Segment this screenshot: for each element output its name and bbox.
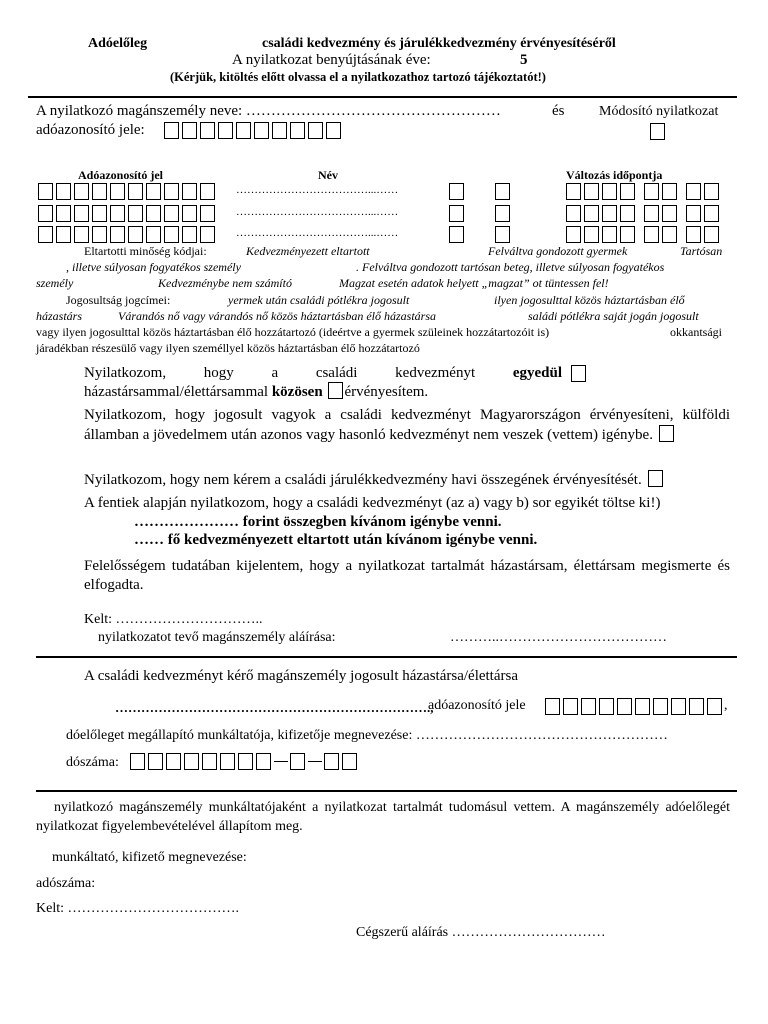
option-b-persons[interactable]: …… fő kedvezményezett eltartott után kívánom igénybe venni. <box>134 532 538 548</box>
spouse-title: A családi kedvezményt kérő magánszemély jogosult házastársa/élettársa <box>84 668 518 684</box>
divider <box>36 656 737 658</box>
dependent-name-field[interactable]: ………………………………...…… <box>236 227 399 239</box>
legend-fetus-note: Magzat esetén adatok helyett „magzat” ot tüntessen fel! <box>339 276 609 290</box>
legend-titles-label: Jogosultság jogcímei: <box>66 293 171 307</box>
legend-codes-label: Eltartotti minőség kódjai: <box>84 244 207 258</box>
legend-code-2: Felváltva gondozott gyermek <box>488 244 628 258</box>
employer-name-label: munkáltató, kifizető megnevezése: <box>52 850 247 865</box>
foreign-checkbox[interactable] <box>659 425 674 442</box>
dependent-name-field[interactable]: ………………………………...…… <box>236 184 399 196</box>
employer-date-field[interactable]: Kelt: ………………………………. <box>36 901 239 916</box>
title-checkbox[interactable] <box>495 205 510 222</box>
s1-spouse: házastársammal/élettársammal <box>84 384 269 400</box>
legend-title-4b: vagy ilyen jogosulttal közös háztartásban élő hozzátartozó (ideértve a gyermek szüleinek hozzátartozóit is) <box>36 325 550 339</box>
spouse-taxid-end: , <box>724 698 728 713</box>
code-checkbox[interactable] <box>449 183 464 200</box>
signature-label: nyilatkozatot tevő magánszemély aláírása: <box>98 630 336 645</box>
legend-code-4: . Felváltva gondozott tartósan beteg, illetve súlyosan fogyatékos <box>356 260 665 274</box>
employer-statement: nyilatkozó magánszemély munkáltatójaként a nyilatkozat tartalmát tudomásul vettem. A magánszemély adóelőlegét nyilatkozat figyelembevételével állapítom meg. <box>36 800 730 834</box>
s1-jointly: közösen <box>271 384 323 400</box>
statement-2-text: Nyilatkozom, hogy jogosult vagyok a családi kedvezményt Magyarországon érvényesíteni, külföldi államban a jövedelmem után azonos vagy hasonló kedvezményt nem veszek (vettem) igénybe. <box>84 407 730 443</box>
statement-5: Felelősségem tudatában kijelentem, hogy a nyilatkozat tartalmát házastársam, élettársam megismerte és elfogadta. <box>84 558 730 593</box>
col-change-date: Változás időpontja <box>566 168 663 182</box>
declarant-name-field[interactable]: A nyilatkozó magánszemély neve: …………………………………………… <box>36 103 501 119</box>
legend-title-5b: járadékban részesülő vagy ilyen személlyel közös háztartásban élő hozzátartozó <box>36 341 420 355</box>
spouse-employer-taxno-label: dószáma: <box>66 755 119 770</box>
spouse-employer-taxno-boxes[interactable] <box>130 753 360 770</box>
company-signature-field[interactable]: Cégszerű aláírás …………………………… <box>356 925 606 940</box>
dependent-taxid-boxes[interactable] <box>38 183 218 200</box>
legend-code-5: Kedvezménybe nem számító <box>158 276 292 290</box>
legend-title-3: Várandós nő vagy várandós nő közös háztartásban élő házastársa <box>118 309 437 323</box>
modifier-checkbox[interactable] <box>650 123 665 140</box>
dependent-taxid-boxes[interactable] <box>38 226 218 243</box>
instruction-note: (Kérjük, kitöltés előtt olvassa el a nyilatkozathoz tartozó tájékoztatót!) <box>170 70 546 84</box>
no-contribution-checkbox[interactable] <box>648 470 663 487</box>
form-title-left: Adóelőleg <box>88 36 148 51</box>
s1-enforce: érvényesítem. <box>344 384 429 400</box>
legend-code-1: Kedvezményezett eltartott <box>246 244 370 258</box>
change-date-boxes[interactable] <box>566 183 722 200</box>
alone-checkbox[interactable] <box>571 365 586 382</box>
signature-field[interactable]: ………..……………………………… <box>450 630 667 645</box>
legend-code-4b: személy <box>36 276 74 290</box>
statement-4: A fentiek alapján nyilatkozom, hogy a családi kedvezményt (az a) vagy b) sor egyikét töltse ki!) <box>84 495 661 511</box>
dependent-taxid-boxes[interactable] <box>38 205 218 222</box>
s1-word: hogy <box>203 365 234 381</box>
s1-word: Nyilatkozom, <box>84 365 167 381</box>
s1-word: kedvezményt <box>395 365 476 381</box>
col-name: Név <box>318 168 338 182</box>
and-label: és <box>552 103 565 119</box>
option-a-amount[interactable]: ………………… forint összegben kívánom igénybe venni. <box>134 514 502 530</box>
statement-3 <box>84 470 666 489</box>
taxid-label: adóazonosító jele: <box>36 122 145 138</box>
statement-3-text: Nyilatkozom, hogy nem kérem a családi járulékkedvezmény havi összegének érvényesítését. <box>84 472 642 488</box>
spouse-name-field[interactable]: ………………………………………………………………., <box>115 700 434 715</box>
legend-code-3: Tartósan <box>680 244 723 258</box>
title-checkbox[interactable] <box>495 226 510 243</box>
date-field[interactable]: Kelt: ………………………….. <box>84 612 263 627</box>
jointly-checkbox[interactable] <box>328 382 343 399</box>
spouse-employer-field[interactable]: dóelőleget megállapító munkáltatója, kifizetője megnevezése: ……………………………………………… <box>66 728 668 743</box>
statement-2 <box>84 406 730 445</box>
year-label: A nyilatkozat benyújtásának éve: <box>232 52 431 68</box>
dependent-name-field[interactable]: ………………………………...…… <box>236 206 399 218</box>
code-checkbox[interactable] <box>449 205 464 222</box>
year-value: 5 <box>520 52 528 68</box>
legend-title-5: okkantsági <box>670 325 722 339</box>
legend-title-2: ilyen jogosulttal közös háztartásban élő <box>494 293 685 307</box>
code-checkbox[interactable] <box>449 226 464 243</box>
spouse-taxid-label: adóazonosító jele <box>428 698 526 713</box>
modifier-label: Módosító nyilatkozat <box>599 104 719 119</box>
s1-word: családi <box>315 365 358 381</box>
legend-title-2b: házastárs <box>36 309 83 323</box>
s1-alone: egyedül <box>512 365 562 381</box>
divider <box>36 790 737 792</box>
declarant-taxid-boxes[interactable] <box>164 122 344 139</box>
statement-1-line1 <box>84 365 562 382</box>
change-date-boxes[interactable] <box>566 226 722 243</box>
legend-title-4: saládi pótlékra saját jogán jogosult <box>528 309 699 323</box>
divider <box>28 96 737 98</box>
spouse-taxid-boxes[interactable] <box>545 698 725 715</box>
col-taxid: Adóazonosító jel <box>78 168 163 182</box>
s1-word: a <box>271 365 279 381</box>
change-date-boxes[interactable] <box>566 205 722 222</box>
form-title: családi kedvezmény és járulékkedvezmény érvényesítéséről <box>262 36 616 51</box>
statement-1-line2 <box>84 382 428 401</box>
employer-taxno-label: adószáma: <box>36 876 96 891</box>
legend-code-3b: , illetve súlyosan fogyatékos személy <box>66 260 241 274</box>
title-checkbox[interactable] <box>495 183 510 200</box>
legend-title-1: yermek után családi pótlékra jogosult <box>228 293 410 307</box>
